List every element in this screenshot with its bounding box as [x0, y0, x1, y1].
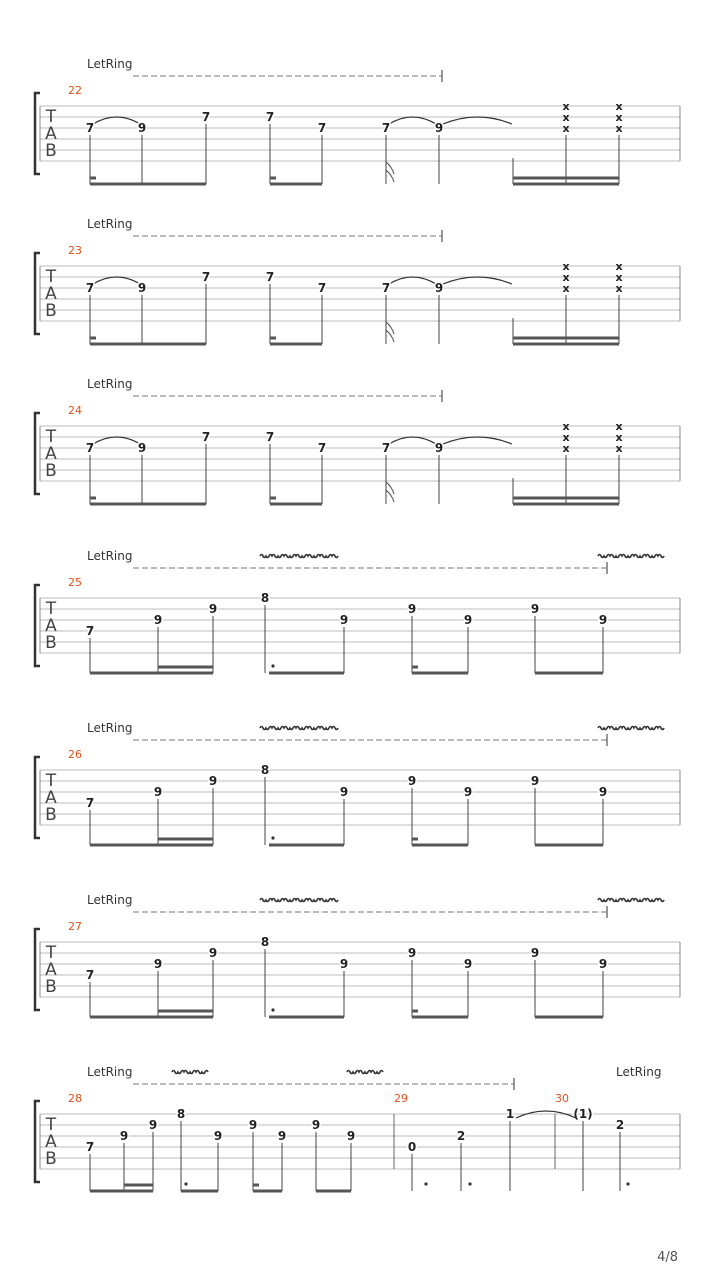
measure-number: 24: [68, 404, 82, 417]
tab-clef-t: T: [45, 599, 57, 619]
dead-note: x: [562, 122, 570, 135]
fret-number: 7: [317, 441, 327, 455]
fret-number: 9: [598, 957, 608, 971]
dot: [424, 1182, 427, 1185]
let-ring-label: LetRing: [87, 549, 133, 563]
tab-clef-a: A: [45, 124, 57, 144]
fret-number: 9: [339, 785, 349, 799]
dot: [468, 1182, 471, 1185]
vibrato-mark: [260, 555, 338, 558]
tie: [443, 117, 512, 124]
dead-note: x: [615, 431, 623, 444]
fret-number: 7: [201, 110, 211, 124]
fret-number: 7: [85, 1140, 95, 1154]
vibrato-mark: [598, 899, 664, 902]
vibrato-mark: [598, 555, 664, 558]
fret-number: 9: [346, 1129, 356, 1143]
dead-note: x: [615, 100, 623, 113]
measure-number: 26: [68, 748, 82, 761]
system-bracket: [35, 929, 40, 1010]
dot: [626, 1182, 629, 1185]
fret-number: 2: [615, 1118, 625, 1132]
dead-note: x: [562, 420, 570, 433]
tab-clef-b: B: [45, 633, 57, 653]
tab-clef-a: A: [45, 284, 57, 304]
fret-number: 7: [381, 121, 391, 135]
fret-number: 9: [434, 281, 444, 295]
dead-note: x: [615, 111, 623, 124]
fret-number: 9: [530, 946, 540, 960]
dot: [184, 1182, 187, 1185]
fret-number: 7: [381, 281, 391, 295]
fret-number: 9: [153, 785, 163, 799]
fret-number: 9: [248, 1118, 258, 1132]
grace-flag: [386, 162, 394, 182]
tab-clef-a: A: [45, 444, 57, 464]
tab-clef-b: B: [45, 977, 57, 997]
tie: [389, 117, 436, 124]
dead-note: x: [562, 111, 570, 124]
fret-number: 2: [456, 1129, 466, 1143]
tab-clef-b: B: [45, 301, 57, 321]
fret-number: 9: [339, 957, 349, 971]
fret-number: 0: [407, 1140, 417, 1154]
dead-note: x: [562, 260, 570, 273]
fret-number: 7: [85, 441, 95, 455]
tab-clef-b: B: [45, 1149, 57, 1169]
tie: [93, 437, 140, 444]
fret-number: 9: [407, 774, 417, 788]
system-bracket: [35, 585, 40, 666]
dead-note: x: [562, 442, 570, 455]
tab-clef-a: A: [45, 788, 57, 808]
system-bracket: [35, 1101, 40, 1182]
let-ring-label: LetRing: [87, 721, 133, 735]
tab-clef-t: T: [45, 267, 57, 287]
fret-number: 8: [260, 935, 270, 949]
fret-number: 7: [201, 430, 211, 444]
tab-clef-a: A: [45, 960, 57, 980]
tab-clef-b: B: [45, 141, 57, 161]
tab-clef-a: A: [45, 1132, 57, 1152]
let-ring-label: LetRing: [87, 217, 133, 231]
fret-number: 9: [153, 613, 163, 627]
tab-clef-t: T: [45, 1115, 57, 1135]
let-ring-label: LetRing: [87, 893, 133, 907]
tab-clef-b: B: [45, 805, 57, 825]
tie: [389, 437, 436, 444]
tab-clef-a: A: [45, 616, 57, 636]
vibrato-mark: [598, 727, 664, 730]
fret-number: 8: [260, 591, 270, 605]
fret-number: 9: [598, 785, 608, 799]
fret-number: 7: [85, 281, 95, 295]
tie: [389, 277, 436, 284]
let-ring-label: LetRing: [616, 1065, 662, 1079]
fret-number: 9: [434, 441, 444, 455]
fret-number: (1): [573, 1107, 593, 1121]
fret-number: 9: [137, 281, 147, 295]
measure-number: 30: [555, 1092, 569, 1105]
fret-number: 9: [208, 774, 218, 788]
fret-number: 7: [85, 121, 95, 135]
tie: [93, 117, 140, 124]
dead-note: x: [562, 100, 570, 113]
fret-number: 7: [317, 121, 327, 135]
vibrato-mark: [347, 1071, 383, 1074]
fret-number: 9: [598, 613, 608, 627]
tab-clef-t: T: [45, 107, 57, 127]
dead-note: x: [562, 431, 570, 444]
fret-number: 9: [137, 441, 147, 455]
measure-number: 23: [68, 244, 82, 257]
vibrato-mark: [260, 899, 338, 902]
fret-number: 7: [265, 270, 275, 284]
vibrato-mark: [172, 1071, 208, 1074]
fret-number: 7: [265, 110, 275, 124]
measure-number: 29: [394, 1092, 408, 1105]
fret-number: 9: [407, 602, 417, 616]
dead-note: x: [562, 282, 570, 295]
measure-number: 25: [68, 576, 82, 589]
fret-number: 9: [208, 602, 218, 616]
let-ring-label: LetRing: [87, 377, 133, 391]
fret-number: 9: [407, 946, 417, 960]
fret-number: 8: [260, 763, 270, 777]
tab-clef-t: T: [45, 771, 57, 791]
dot: [271, 836, 274, 839]
system-bracket: [35, 413, 40, 494]
fret-number: 9: [137, 121, 147, 135]
fret-number: 9: [311, 1118, 321, 1132]
fret-number: 7: [201, 270, 211, 284]
fret-number: 8: [176, 1107, 186, 1121]
tie: [443, 437, 512, 444]
fret-number: 9: [213, 1129, 223, 1143]
dead-note: x: [615, 271, 623, 284]
measure-number: 22: [68, 84, 82, 97]
dot: [271, 664, 274, 667]
dot: [271, 1008, 274, 1011]
tab-clef-b: B: [45, 461, 57, 481]
dead-note: x: [615, 420, 623, 433]
measure-number: 28: [68, 1092, 82, 1105]
dead-note: x: [562, 271, 570, 284]
fret-number: 7: [85, 968, 95, 982]
system-bracket: [35, 93, 40, 174]
fret-number: 1: [505, 1107, 515, 1121]
let-ring-label: LetRing: [87, 1065, 133, 1079]
grace-flag: [386, 482, 394, 502]
fret-number: 9: [153, 957, 163, 971]
page-number: 4/8: [657, 1250, 678, 1265]
system-bracket: [35, 757, 40, 838]
fret-number: 9: [434, 121, 444, 135]
fret-number: 7: [265, 430, 275, 444]
fret-number: 9: [463, 613, 473, 627]
fret-number: 9: [277, 1129, 287, 1143]
fret-number: 9: [119, 1129, 129, 1143]
grace-flag: [386, 322, 394, 342]
fret-number: 7: [317, 281, 327, 295]
dead-note: x: [615, 122, 623, 135]
vibrato-mark: [260, 727, 338, 730]
tab-clef-t: T: [45, 427, 57, 447]
fret-number: 9: [208, 946, 218, 960]
fret-number: 9: [530, 602, 540, 616]
fret-number: 7: [85, 624, 95, 638]
fret-number: 7: [85, 796, 95, 810]
fret-number: 9: [463, 957, 473, 971]
system-bracket: [35, 253, 40, 334]
fret-number: 9: [339, 613, 349, 627]
fret-number: 9: [530, 774, 540, 788]
tie: [93, 277, 140, 284]
let-ring-label: LetRing: [87, 57, 133, 71]
fret-number: 7: [381, 441, 391, 455]
dead-note: x: [615, 282, 623, 295]
tab-clef-t: T: [45, 943, 57, 963]
dead-note: x: [615, 260, 623, 273]
measure-number: 27: [68, 920, 82, 933]
fret-number: 9: [148, 1118, 158, 1132]
dead-note: x: [615, 442, 623, 455]
fret-number: 9: [463, 785, 473, 799]
tie: [443, 277, 512, 284]
